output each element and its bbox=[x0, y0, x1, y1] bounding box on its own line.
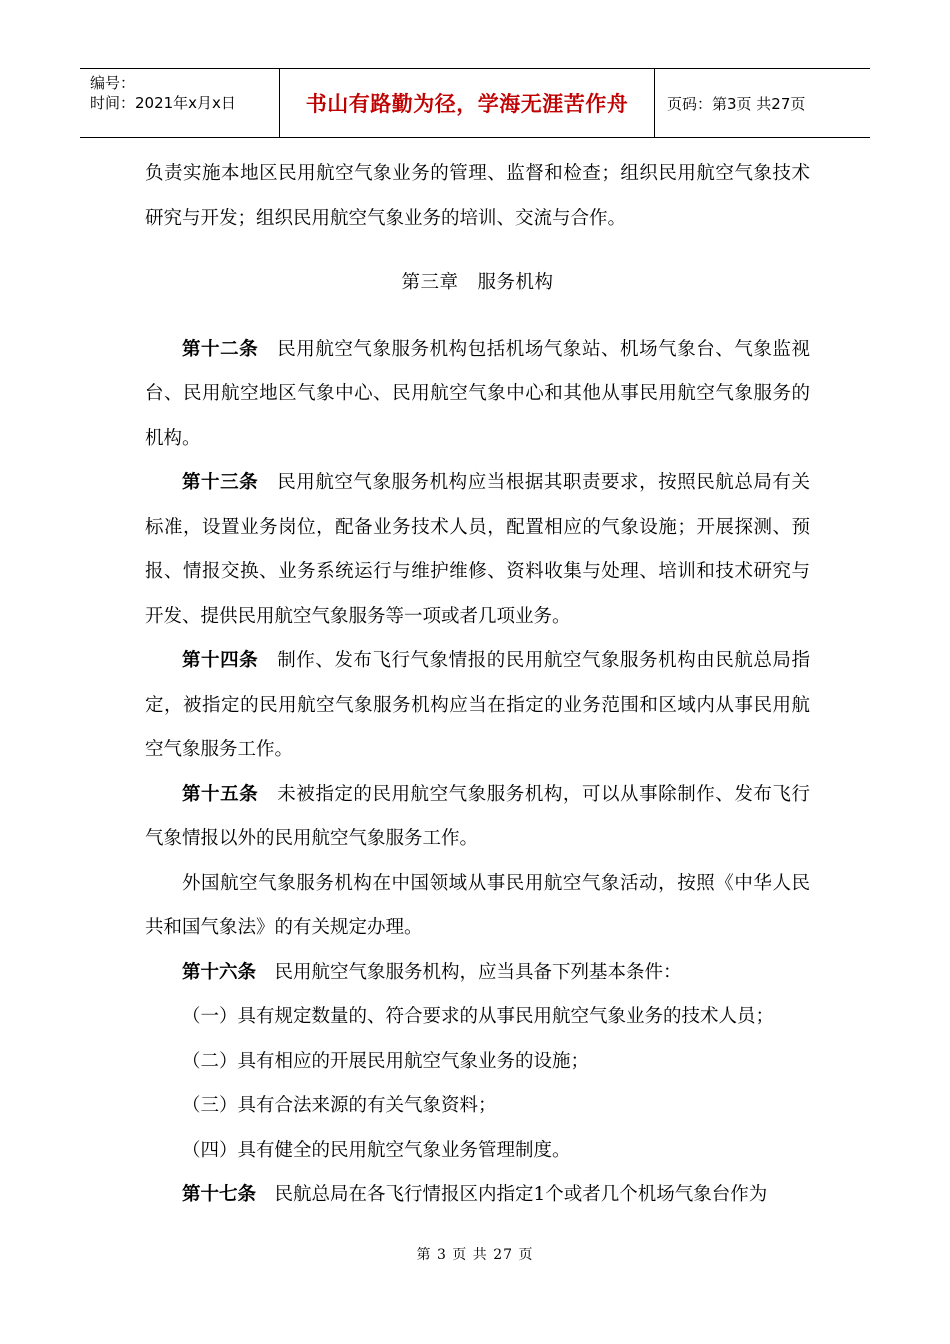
list-item: （四）具有健全的民用航空气象业务管理制度。 bbox=[182, 1139, 571, 1161]
page-footer: 第 3 页 共 27 页 bbox=[416, 1247, 534, 1263]
chapter-title: 第三章 服务机构 bbox=[401, 272, 554, 293]
article-15 bbox=[145, 773, 810, 862]
article-label: 第十五条 bbox=[182, 783, 259, 805]
header-meta bbox=[80, 69, 280, 137]
article-label: 第十三条 bbox=[182, 472, 259, 493]
article-15-para2: 外国航空气象服务机构在中国领域从事民用航空气象活动，按照《中华人民共和国气象法》的有关规定办理。 bbox=[145, 872, 810, 938]
article-17 bbox=[145, 1173, 810, 1218]
paragraph-continued: 负责实施本地区民用航空气象业务的管理、监督和检查；组织民用航空气象技术研究与开发；组织民用航空气象业务的培训、交流与合作。 bbox=[145, 163, 810, 229]
article-text: 制作、发布飞行气象情报的民用航空气象服务机构由民航总局指定，被指定的民用航空气象服务机构应当在指定的业务范围和区域内从事民用航空气象服务工作。 bbox=[145, 650, 810, 760]
list-item: （二）具有相应的开展民用航空气象业务的设施； bbox=[182, 1050, 590, 1072]
article-text: 民用航空气象服务机构，应当具备下列基本条件： bbox=[274, 961, 682, 983]
article-text: 未被指定的民用航空气象服务机构，可以从事除制作、发布飞行气象情报以外的民用航空气象服务工作。 bbox=[145, 783, 810, 849]
document-body bbox=[145, 152, 810, 1218]
article-label: 第十二条 bbox=[182, 338, 259, 360]
header-page-info: 页码：第3页 共27页 bbox=[667, 94, 806, 113]
list-item: （一）具有规定数量的、符合要求的从事民用航空气象业务的技术人员； bbox=[182, 1006, 775, 1027]
article-text: 民用航空气象服务机构应当根据其职责要求，按照民航总局有关标准，设置业务岗位，配备业务技术人员，配置相应的气象设施；开展探测、预报、情报交换、业务系统运行与维护维修、资料收集与处理、培训和技术研究与开发、提供民用航空气象服务等一项或者几项业务。 bbox=[145, 472, 810, 627]
article-label: 第十四条 bbox=[182, 650, 259, 671]
page-header bbox=[80, 68, 870, 138]
article-text: 民航总局在各飞行情报区内指定1个或者几个机场气象台作为 bbox=[274, 1184, 768, 1205]
serial-label: 编号： bbox=[90, 74, 136, 92]
header-motto: 书山有路勤为径，学海无涯苦作舟 bbox=[280, 69, 655, 137]
article-label: 第十七条 bbox=[182, 1184, 257, 1205]
article-12 bbox=[145, 328, 810, 462]
article-16 bbox=[145, 951, 810, 996]
article-label: 第十六条 bbox=[182, 961, 257, 983]
list-item: （三）具有合法来源的有关气象资料； bbox=[182, 1095, 497, 1116]
article-13 bbox=[145, 461, 810, 639]
time-label: 时间：2021年x月x日 bbox=[90, 94, 236, 112]
article-14 bbox=[145, 639, 810, 773]
article-text: 民用航空气象服务机构包括机场气象站、机场气象台、气象监视台、民用航空地区气象中心、民用航空气象中心和其他从事民用航空气象服务的机构。 bbox=[145, 338, 810, 449]
